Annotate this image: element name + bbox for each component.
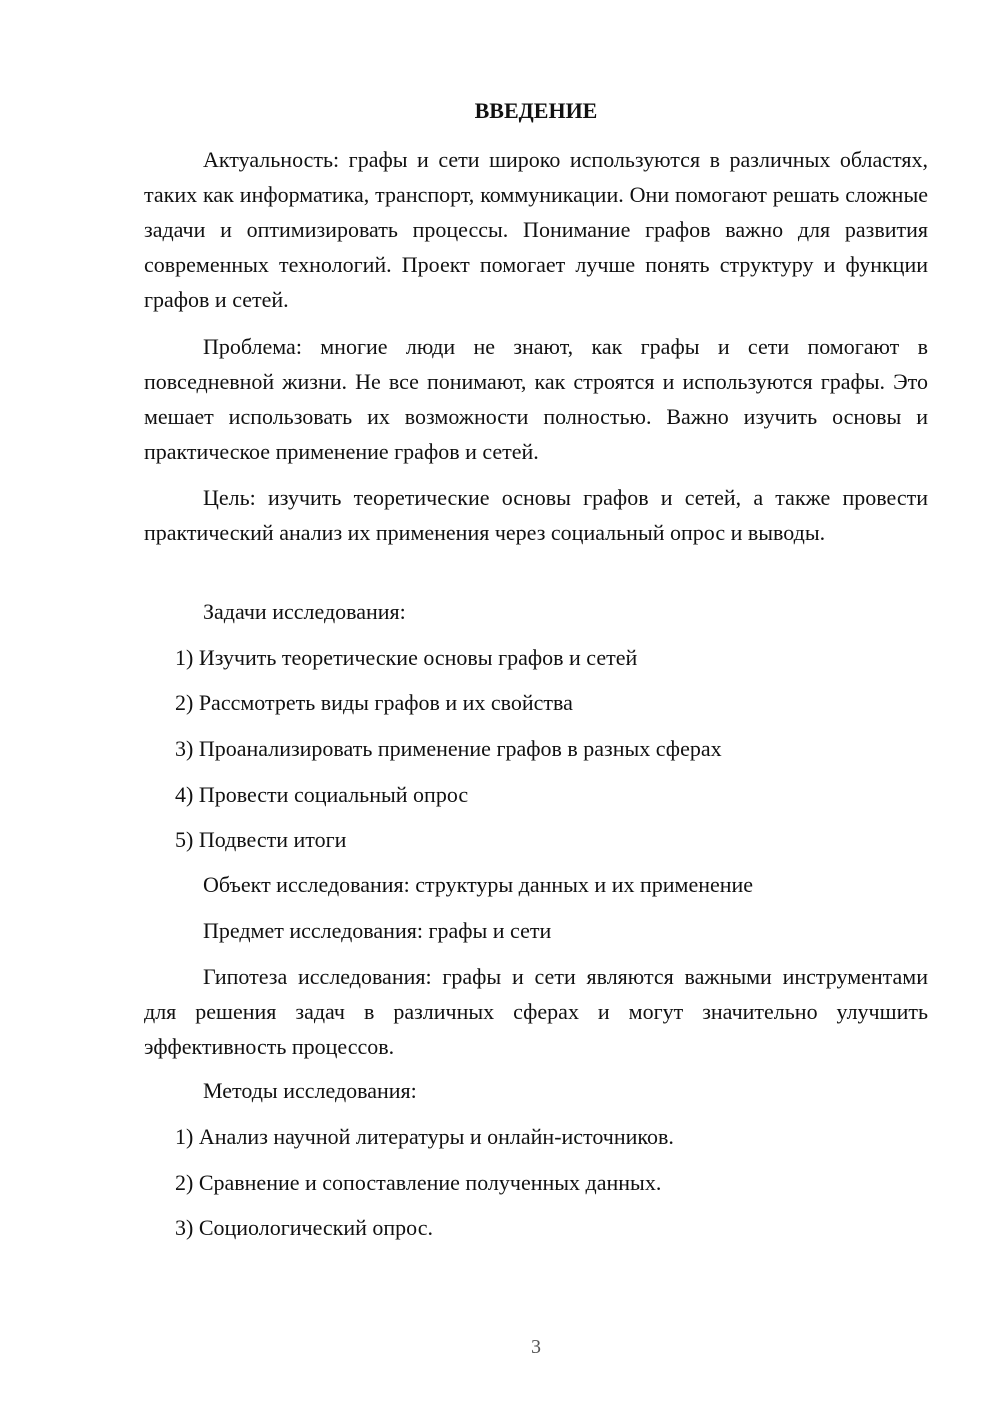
goal-paragraph: Цель: изучить теоретические основы графов и сетей, а также провести практический анализ их применения через социальный опрос и выводы. [144, 485, 928, 545]
task-item: 5) Подвести итоги [175, 827, 347, 852]
tasks-heading: Задачи исследования: [203, 599, 406, 624]
methods-heading: Методы исследования: [203, 1078, 417, 1103]
page-number: 3 [531, 1336, 541, 1358]
task-item: 3) Проанализировать применение графов в разных сферах [175, 736, 722, 761]
research-subject: Предмет исследования: графы и сети [203, 918, 552, 943]
method-item: 3) Социологический опрос. [175, 1215, 433, 1240]
method-item: 1) Анализ научной литературы и онлайн-источников. [175, 1124, 674, 1149]
problem-paragraph: Проблема: многие люди не знают, как графы и сети помогают в повседневной жизни. Не все понимают, как строятся и используются графы. Это мешает использовать их возможности полностью. Важно изучить основы и практическое применение графов и сетей. [144, 334, 928, 464]
method-item: 2) Сравнение и сопоставление полученных данных. [175, 1170, 662, 1195]
task-item: 1) Изучить теоретические основы графов и сетей [175, 645, 638, 670]
task-item: 2) Рассмотреть виды графов и их свойства [175, 690, 573, 715]
task-item: 4) Провести социальный опрос [175, 782, 469, 807]
section-title: ВВЕДЕНИЕ [474, 98, 598, 123]
relevance-paragraph: Актуальность: графы и сети широко используются в различных областях, таких как информатика, транспорт, коммуникации. Они помогают решать сложные задачи и оптимизировать процессы. Понимание графов важно для развития современных технологий. Проект помогает лучше понять структуру и функции графов и сетей. [144, 147, 928, 312]
research-object: Объект исследования: структуры данных и их применение [203, 872, 754, 897]
hypothesis-paragraph: Гипотеза исследования: графы и сети являются важными инструментами для решения задач в различных сферах и могут значительно улучшить эффективность процессов. [144, 964, 928, 1059]
